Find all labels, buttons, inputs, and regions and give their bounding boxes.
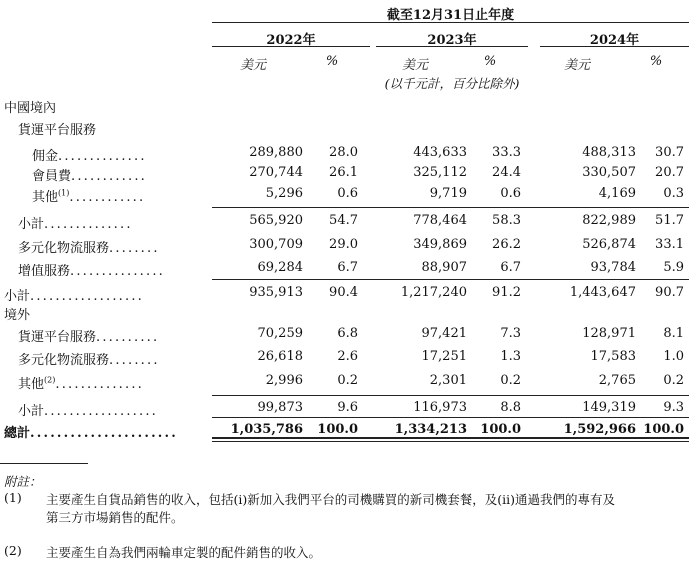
percent-cell: 6.7 <box>500 260 521 275</box>
row-label <box>18 237 160 256</box>
row-overseas-logistics <box>0 349 689 367</box>
percent-cell: 9.3 <box>663 400 684 415</box>
amount-cell: 116,973 <box>413 400 467 415</box>
row-label-text: 多元化物流服務 <box>18 241 110 256</box>
year-2022: 2022年 <box>266 33 316 48</box>
percent-cell: 26.1 <box>329 165 358 180</box>
amount-cell: 2,996 <box>265 373 303 388</box>
period-title: 截至12月31日止年度 <box>386 8 515 23</box>
row-subtotal-domestic <box>0 285 689 303</box>
amount-cell: 1,592,966 <box>563 422 636 437</box>
percent-cell: 29.0 <box>329 237 358 252</box>
footnote-1-text: 主要產生自貨品銷售的收入，包括(i)新加入我們平台的司機購買的新司機套餐，及(ii)通過我們的專有及 <box>46 492 616 507</box>
percent-cell: 58.3 <box>492 213 521 228</box>
leader-dots: ...................... <box>30 426 178 441</box>
year-rule-2022 <box>212 46 370 47</box>
amount-cell: 17,251 <box>421 349 467 364</box>
unit-pct-2023: % <box>483 54 497 69</box>
row-label <box>32 165 147 184</box>
percent-cell: 0.2 <box>500 373 521 388</box>
amount-cell: 97,421 <box>421 326 467 341</box>
amount-cell: 5,296 <box>265 186 303 201</box>
leader-dots: .......... <box>96 330 160 345</box>
unit-pct-2022: % <box>325 54 339 69</box>
row-label <box>18 400 158 419</box>
footnote-1-text-cont: 第三方市場銷售的配件。 <box>46 510 184 525</box>
section-domestic-title: 中國境內 <box>4 101 57 116</box>
unit-note: (以千元計，百分比除外) <box>384 76 520 91</box>
row-label-text: 小計 <box>18 404 45 419</box>
amount-cell: 70,259 <box>257 326 303 341</box>
footnote-ref: (1) <box>58 188 70 198</box>
row-label <box>4 285 144 304</box>
amount-cell: 2,301 <box>429 373 467 388</box>
amount-cell: 4,169 <box>598 186 636 201</box>
unit-amount-2022: 美元 <box>239 58 266 73</box>
amount-cell: 289,880 <box>249 145 303 160</box>
row-label <box>32 145 147 164</box>
leader-dots: .............. <box>58 149 147 164</box>
leader-dots: ........ <box>109 353 160 368</box>
percent-cell: 30.7 <box>655 145 684 160</box>
percent-cell: 8.8 <box>500 400 521 415</box>
unit-amount-2024: 美元 <box>563 58 590 73</box>
percent-cell: 0.2 <box>337 373 358 388</box>
footnote-ref: (2) <box>44 375 56 385</box>
row-commission <box>0 145 689 163</box>
percent-cell: 0.2 <box>663 373 684 388</box>
row-overseas-freight <box>0 326 689 344</box>
row-label-text: 多元化物流服務 <box>18 353 110 368</box>
row-label-text: 小計 <box>18 217 45 232</box>
percent-cell: 100.0 <box>317 422 358 437</box>
percent-cell: 28.0 <box>329 145 358 160</box>
amount-cell: 300,709 <box>249 237 303 252</box>
row-label-text: 會員費 <box>32 169 72 184</box>
footnote-rule <box>0 463 88 464</box>
row-value-added <box>0 260 689 278</box>
percent-cell: 26.2 <box>492 237 521 252</box>
amount-cell: 149,319 <box>582 400 636 415</box>
percent-cell: 6.8 <box>337 326 358 341</box>
subtotal-rule-top-c <box>212 395 689 396</box>
leader-dots: .................. <box>44 404 158 419</box>
amount-cell: 443,633 <box>413 145 467 160</box>
amount-cell: 325,112 <box>413 165 467 180</box>
row-diversified-logistics <box>0 237 689 255</box>
row-label <box>4 422 178 441</box>
amount-cell: 935,913 <box>249 285 303 300</box>
row-membership-fee <box>0 165 689 183</box>
leader-dots: ........ <box>109 241 160 256</box>
row-label <box>18 260 165 279</box>
amount-cell: 128,971 <box>582 326 636 341</box>
unit-pct-2024: % <box>649 54 663 69</box>
year-2023: 2023年 <box>427 33 477 48</box>
amount-cell: 1,334,213 <box>394 422 467 437</box>
year-rule-2023 <box>376 46 528 47</box>
leader-dots: ............ <box>69 190 146 205</box>
amount-cell: 270,744 <box>249 165 303 180</box>
percent-cell: 20.7 <box>655 165 684 180</box>
row-subtotal-freight <box>0 213 689 231</box>
footnote-heading: 附註： <box>4 474 42 489</box>
amount-cell: 488,313 <box>582 145 636 160</box>
percent-cell: 100.0 <box>643 422 684 437</box>
footnote-2-text: 主要產生自為我們兩輪車定製的配件銷售的收入。 <box>46 545 322 560</box>
percent-cell: 9.6 <box>337 400 358 415</box>
percent-cell: 2.6 <box>337 349 358 364</box>
row-label-text: 增值服務 <box>18 264 71 279</box>
percent-cell: 90.4 <box>329 285 358 300</box>
leader-dots: .............. <box>55 377 145 392</box>
amount-cell: 88,907 <box>421 260 467 275</box>
leader-dots: ............... <box>70 264 166 279</box>
percent-cell: 24.4 <box>492 165 521 180</box>
leader-dots: .................. <box>30 289 144 304</box>
percent-cell: 1.0 <box>663 349 684 364</box>
amount-cell: 99,873 <box>257 400 303 415</box>
amount-cell: 1,217,240 <box>400 285 467 300</box>
total-rule-bottom <box>212 437 689 439</box>
row-other-1 <box>0 186 689 204</box>
row-label <box>18 373 144 392</box>
amount-cell: 1,443,647 <box>569 285 636 300</box>
amount-cell: 9,719 <box>429 186 467 201</box>
amount-cell: 778,464 <box>413 213 467 228</box>
footnote-2-num: (2) <box>4 543 22 558</box>
amount-cell: 822,989 <box>582 213 636 228</box>
percent-cell: 6.7 <box>337 260 358 275</box>
row-overseas-other <box>0 373 689 391</box>
percent-cell: 90.7 <box>655 285 684 300</box>
percent-cell: 0.6 <box>337 186 358 201</box>
row-label-text: 小計 <box>4 289 31 304</box>
amount-cell: 526,874 <box>582 237 636 252</box>
amount-cell: 565,920 <box>249 213 303 228</box>
amount-cell: 349,869 <box>413 237 467 252</box>
row-subtotal-overseas <box>0 400 689 418</box>
percent-cell: 0.6 <box>500 186 521 201</box>
year-2024: 2024年 <box>589 33 640 48</box>
amount-cell: 69,284 <box>257 260 303 275</box>
section-overseas-title: 境外 <box>4 308 31 323</box>
percent-cell: 33.3 <box>492 145 521 160</box>
header-rule <box>212 22 689 23</box>
row-label-text: 其他 <box>32 190 59 205</box>
percent-cell: 1.3 <box>500 349 521 364</box>
total-rule-bottom-2 <box>212 441 689 442</box>
row-label-text: 總計 <box>4 426 31 441</box>
row-label-text: 其他 <box>18 377 45 392</box>
row-label <box>32 186 145 205</box>
percent-cell: 0.3 <box>663 186 684 201</box>
row-label <box>18 326 159 345</box>
year-rule-2024 <box>540 46 689 47</box>
total-rule-top <box>212 417 689 418</box>
percent-cell: 33.1 <box>655 237 684 252</box>
amount-cell: 330,507 <box>582 165 636 180</box>
leader-dots: ............ <box>71 169 148 184</box>
percent-cell: 100.0 <box>480 422 521 437</box>
footnote-1-num: (1) <box>4 490 22 505</box>
unit-amount-2023: 美元 <box>401 58 428 73</box>
row-label <box>18 349 160 368</box>
leader-dots: .............. <box>44 217 133 232</box>
percent-cell: 51.7 <box>655 213 684 228</box>
subtotal-rule-top-b <box>212 279 689 280</box>
amount-cell: 93,784 <box>590 260 636 275</box>
amount-cell: 26,618 <box>257 349 303 364</box>
row-label-text: 佣金 <box>32 149 59 164</box>
amount-cell: 2,765 <box>598 373 636 388</box>
row-label <box>18 213 133 232</box>
section-freight-platform-title: 貨運平台服務 <box>18 123 97 138</box>
percent-cell: 7.3 <box>500 326 521 341</box>
amount-cell: 1,035,786 <box>230 422 303 437</box>
subtotal-rule-top-a <box>212 207 689 208</box>
percent-cell: 8.1 <box>663 326 684 341</box>
percent-cell: 5.9 <box>663 260 684 275</box>
percent-cell: 54.7 <box>329 213 358 228</box>
row-label-text: 貨運平台服務 <box>18 330 97 345</box>
percent-cell: 91.2 <box>492 285 521 300</box>
amount-cell: 17,583 <box>590 349 636 364</box>
